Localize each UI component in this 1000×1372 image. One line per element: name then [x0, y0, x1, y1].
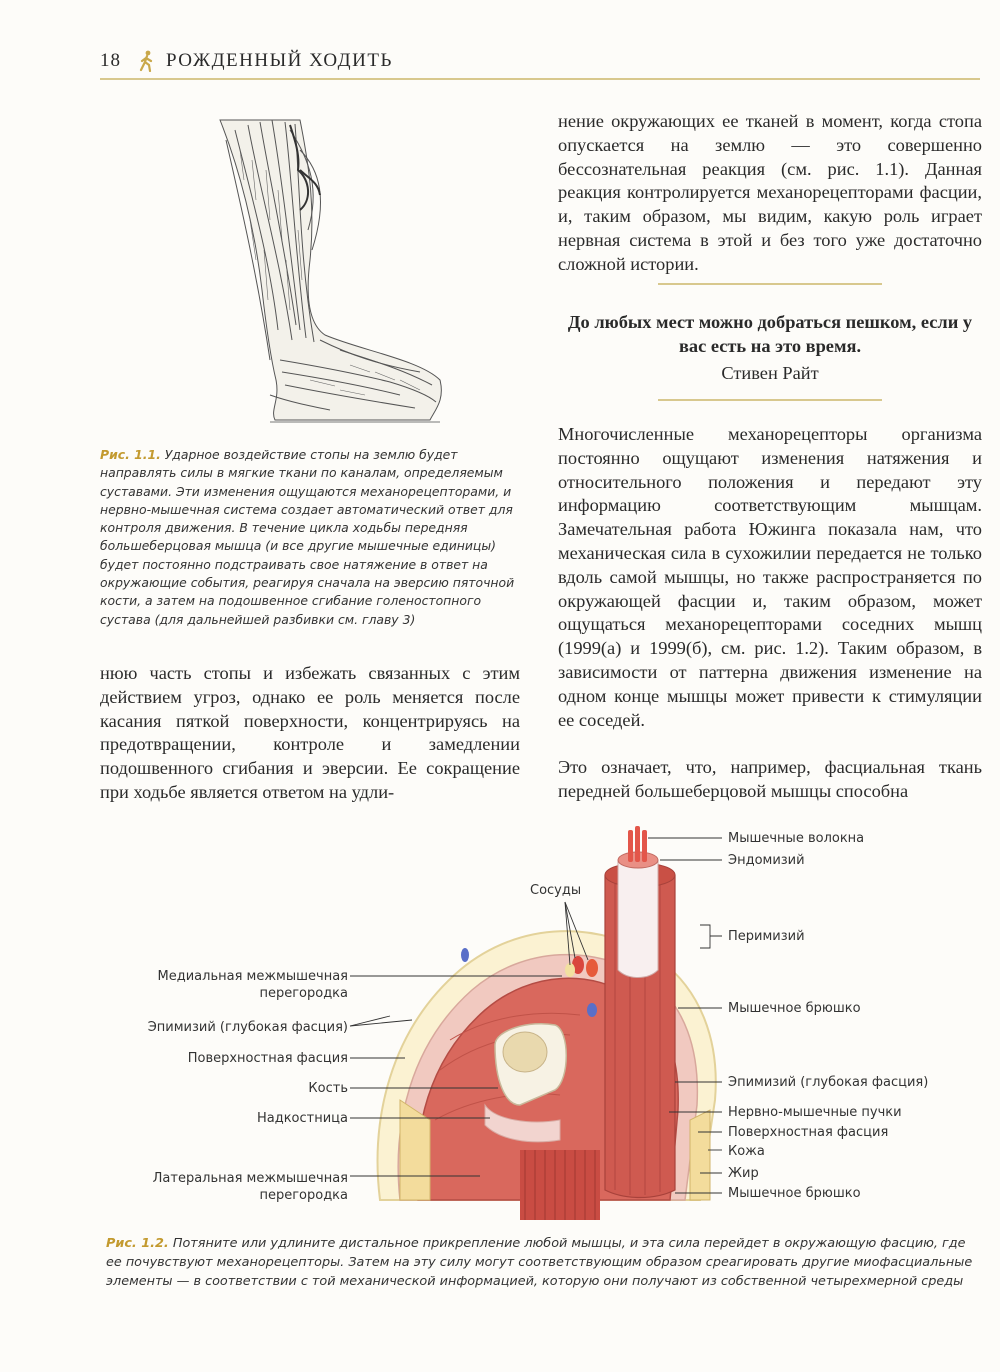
label-neurovascular: Нервно-мышечные пучки: [728, 1105, 902, 1120]
figure-1-label: Рис. 1.1.: [100, 447, 161, 462]
quote-top-rule: [658, 283, 882, 285]
walking-person-icon: [138, 50, 156, 72]
vessel-red-2: [586, 959, 598, 977]
leg-anatomy-illustration: [200, 110, 460, 430]
figure-1-caption: [100, 446, 520, 629]
label-vessels: Сосуды: [530, 883, 582, 898]
figure-2-caption: [106, 1234, 976, 1291]
label-medial-septum-2: перегородка: [259, 986, 348, 1001]
right-column-paragraph-3: Это означает, что, например, фасциальная ткань передней большеберцовой мышцы способна: [558, 757, 982, 801]
page-number: 18: [100, 50, 121, 71]
label-epimysium-left: Эпимизий (глубокая фасция): [147, 1020, 348, 1035]
label-muscle-fibers: Мышечные волокна: [728, 831, 865, 846]
label-skin: Кожа: [728, 1144, 765, 1159]
label-lateral-septum-2: перегородка: [259, 1188, 348, 1203]
label-epimysium-right: Эпимизий (глубокая фасция): [728, 1075, 929, 1090]
figure-2-label: Рис. 1.2.: [106, 1236, 169, 1251]
vessel-blue: [587, 1003, 597, 1017]
label-medial-septum-1: Медиальная межмышечная: [157, 969, 348, 984]
bone-marrow: [503, 1032, 547, 1072]
label-bone: Кость: [308, 1081, 348, 1096]
left-column-paragraph: нюю часть стопы и избежать связанных с этим действием угроз, однако ее роль меняется после касания пяткой поверхности, концентрируясь на предотвращении, контроле и замедлении подошвенного сгибания и эверсии. Ее сокращение при ходьбе является ответом на удли-: [100, 663, 520, 802]
epigraph-author: Стивен Райт: [721, 363, 819, 383]
muscle-fiber-3: [642, 830, 647, 862]
label-superficial-fascia-left: Поверхностная фасция: [187, 1051, 348, 1066]
quote-bottom-rule: [658, 399, 882, 401]
muscle-fiber-2: [635, 826, 640, 862]
label-muscle-belly-2: Мышечное брюшко: [728, 1186, 861, 1201]
page-header: [100, 48, 980, 80]
label-periosteum: Надкостница: [256, 1111, 348, 1126]
vessel-blue-small: [461, 948, 469, 962]
label-superficial-fascia-right: Поверхностная фасция: [728, 1125, 889, 1140]
label-muscle-belly: Мышечное брюшко: [728, 1001, 861, 1016]
right-column-paragraph-2: Многочисленные механорецепторы организма постоянно ощущают изменения натяжения и относительного положения и передают эту информацию соответствующим мышцам. Замечательная работа Южинга показала нам, что механическая сила в сухожилии передается не только вдоль самой мышцы, но также распространяется по окружающей фасции и, таким образом, может ощущаться механорецепторами соседних мышц (1999(а) и 1999(б), см. рис. 1.2). Таким образом, в зависимости от паттерна движения изменение на одном конце мышцы может привести к стимуляции ее соседей.: [558, 424, 982, 730]
muscle-fiber-1: [628, 830, 633, 862]
muscle-belly-front: [520, 1150, 600, 1220]
epigraph-quote: До любых мест можно добраться пешком, если у вас есть на это время.: [567, 312, 973, 356]
right-column-paragraph-1: нение окружающих ее тканей в момент, когда стопа опускается на землю — это совершенно бессознательная реакция (см. рис. 1.1). Данная реакция контролируется механорецепторами фасции, и, таким образом, мы видим, какую роль играет нервная система в этой и без того уже достаточно сложной истории.: [558, 111, 982, 274]
perimysium-tube: [618, 860, 658, 978]
figure-1-caption-text: Ударное воздействие стопы на землю будет направлять силы в мягкие ткани по каналам, определяемым суставами. Эти изменения ощущаются механорецепторами, и нервно-мышечная система создает автоматический ответ для контроля движения. В течение цикла ходьбы передняя большеберцовая мышца (и все другие мышечные единицы) будет постоянно подстраивать свое натяжение в ответ на окружающие события, реагируя сначала на эверсию пяточной кости, а затем на подошвенное сгибание голеностопного сустава (для дальнейшей разбивки см. главу 3): [100, 447, 515, 627]
skin-band-right: [690, 1110, 710, 1200]
label-lateral-septum-1: Латеральная межмышечная: [152, 1171, 348, 1186]
figure-2-caption-text: Потяните или удлините дистальное прикрепление любой мышцы, и эта сила перейдет в окружающую фасцию, где ее почувствуют механорецепторы. Затем на эту силу могут соответствующим образом среагировать другие миофасциальные элементы — в соответствии с той механической информацией, которую они получают из собственной четырехмерной среды: [106, 1236, 973, 1289]
running-title: РОЖДЕННЫЙ ХОДИТЬ: [166, 50, 393, 71]
label-perimysium: Перимизий: [728, 929, 805, 944]
muscle-cross-section-illustration: [100, 820, 980, 1230]
vessel-yellow: [565, 963, 575, 977]
label-fat: Жир: [728, 1166, 759, 1181]
label-endomysium: Эндомизий: [728, 853, 805, 868]
